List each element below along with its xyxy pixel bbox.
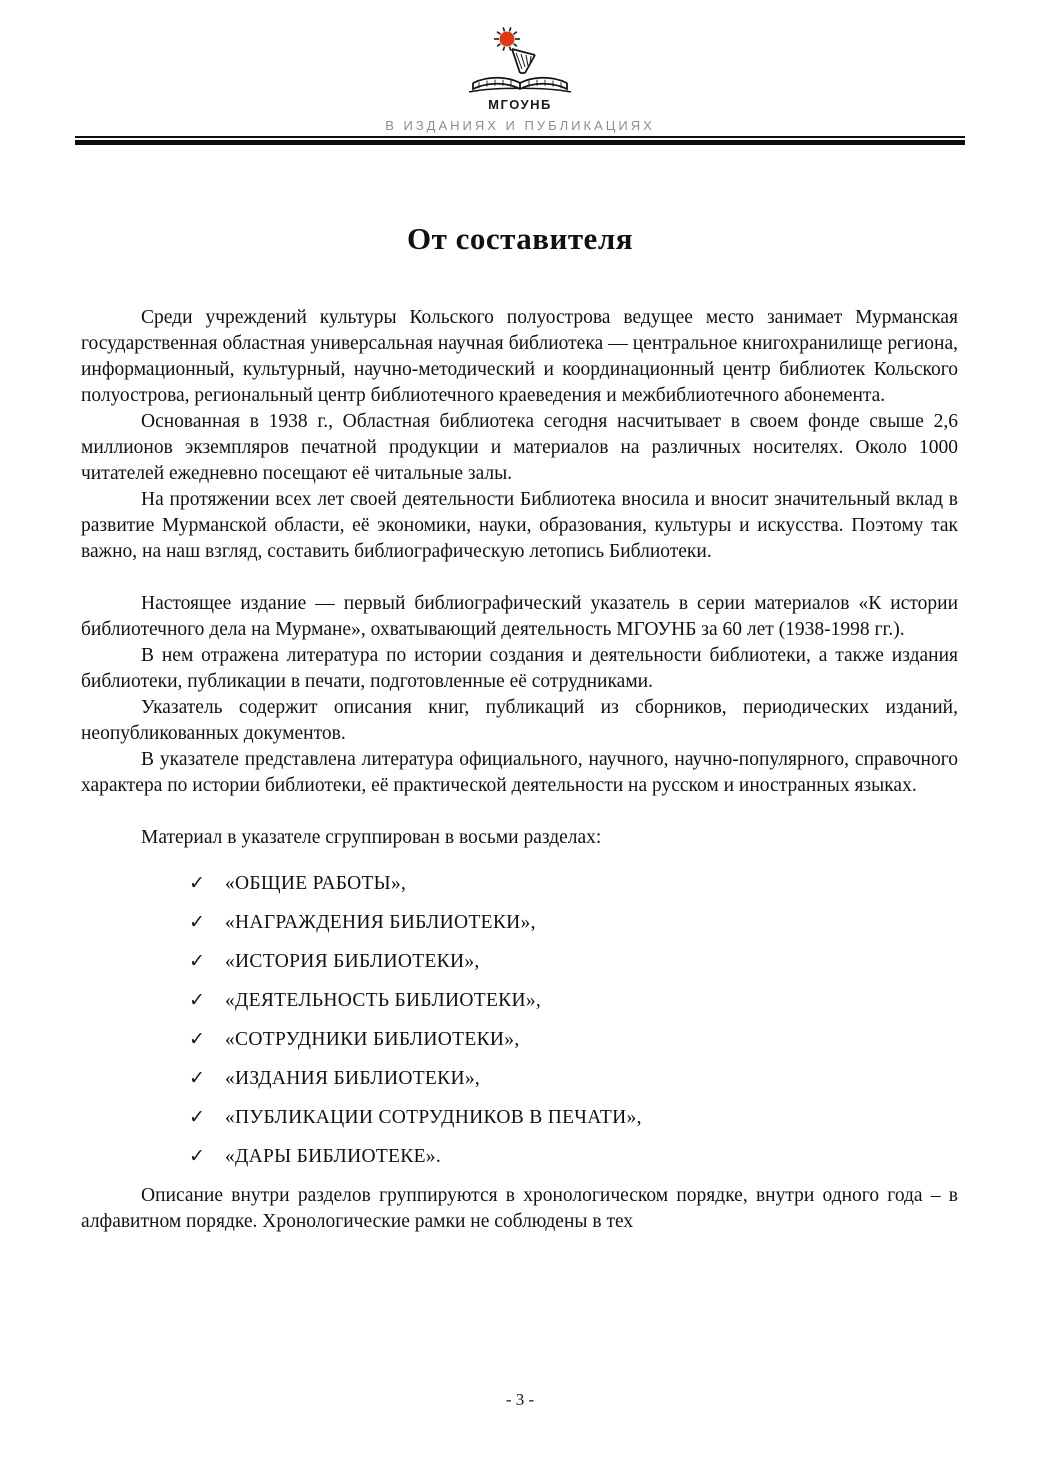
checkmark-icon: ✓ [189, 1107, 206, 1129]
paragraph: На протяжении всех лет своей деятельности Библиотека вносила и вносит значительный вклад в развитие Мурманской области, её экономики, науки, образования, культуры и искусства. Поэтому так важно, на наш взгляд, составить библиографическую летопись Библиотеки. [81, 489, 958, 563]
checkmark-icon: ✓ [189, 1146, 206, 1168]
list-item-label: «ОБЩИЕ РАБОТЫ», [225, 873, 407, 895]
list-item [189, 1144, 958, 1170]
list-item [189, 1027, 958, 1053]
checkmark-icon: ✓ [189, 1029, 206, 1051]
list-item [189, 1105, 958, 1131]
paragraph: Основанная в 1938 г., Областная библиотека сегодня насчитывает в своем фонде свыше 2,6 миллионов экземпляров печатной продукции и материалов на различных носителях. Около 1000 читателей ежедневно посещают её читальные залы. [81, 411, 958, 485]
header-divider [75, 136, 965, 145]
sun-icon [500, 32, 515, 47]
checkmark-icon: ✓ [189, 912, 206, 934]
checkmark-icon: ✓ [189, 873, 206, 895]
list-item-label: «ПУБЛИКАЦИИ СОТРУДНИКОВ В ПЕЧАТИ», [225, 1107, 642, 1129]
library-logo [459, 26, 581, 112]
list-item [189, 1066, 958, 1092]
list-item [189, 988, 958, 1014]
list-item-label: «НАГРАЖДЕНИЯ БИБЛИОТЕКИ», [225, 912, 536, 934]
paragraph: Среди учреждений культуры Кольского полуострова ведущее место занимает Мурманская государственная областная универсальная научная библиотека — центральное книгохранилище региона, информационный, культурный, научно-методический и координационный центр библиотек Кольского полуострова, региональный центр библиотечного краеведения и межбиблиотечного абонемента. [81, 307, 958, 407]
list-item-label: «ДЕЯТЕЛЬНОСТЬ БИБЛИОТЕКИ», [225, 990, 542, 1012]
paragraph: В указателе представлена литература официального, научного, научно-популярного, справочного характера по истории библиотеки, её практической деятельности на русском и иностранных языках. [81, 749, 958, 797]
paragraph: Указатель содержит описания книг, публикаций из сборников, периодических изданий, неопубликованных документов. [81, 697, 958, 745]
paragraph-spacer [81, 565, 958, 591]
checkmark-icon: ✓ [189, 990, 206, 1012]
checkmark-icon: ✓ [189, 951, 206, 973]
list-item-label: «СОТРУДНИКИ БИБЛИОТЕКИ», [225, 1029, 520, 1051]
paragraph: В нем отражена литература по истории создания и деятельности библиотеки, а также издания библиотеки, публикации в печати, подготовленные её сотрудниками. [81, 645, 958, 693]
list-item-label: «ДАРЫ БИБЛИОТЕКЕ». [225, 1146, 442, 1168]
list-item [189, 949, 958, 975]
paragraph-spacer [81, 799, 958, 825]
open-book-torch-icon [459, 26, 581, 96]
paragraph: Настоящее издание — первый библиографический указатель в серии материалов «К истории библиотечного дела на Мурмане», охватывающий деятельность МГОУНБ за 60 лет (1938-1998 гг.). [81, 593, 958, 641]
list-item-label: «ИСТОРИЯ БИБЛИОТЕКИ», [225, 951, 480, 973]
header-subtitle: В ИЗДАНИЯХ И ПУБЛИКАЦИЯХ [385, 118, 655, 133]
checkmark-icon: ✓ [189, 1068, 206, 1090]
paragraph: Описание внутри разделов группируются в хронологическом порядке, внутри одного года – в алфавитном порядке. Хронологические рамки не соблюдены в тех [81, 1185, 958, 1233]
page-title: От составителя [407, 221, 633, 257]
list-item [189, 871, 958, 897]
section-list-intro: Материал в указателе сгруппирован в восьми разделах: [141, 827, 602, 849]
list-item [189, 910, 958, 936]
section-list [189, 871, 958, 1170]
logo-acronym: МГОУНБ [488, 97, 552, 112]
page-number: - 3 - [505, 1390, 535, 1409]
page-header [0, 0, 1040, 145]
document-body [81, 305, 958, 1235]
list-item-label: «ИЗДАНИЯ БИБЛИОТЕКИ», [225, 1068, 481, 1090]
